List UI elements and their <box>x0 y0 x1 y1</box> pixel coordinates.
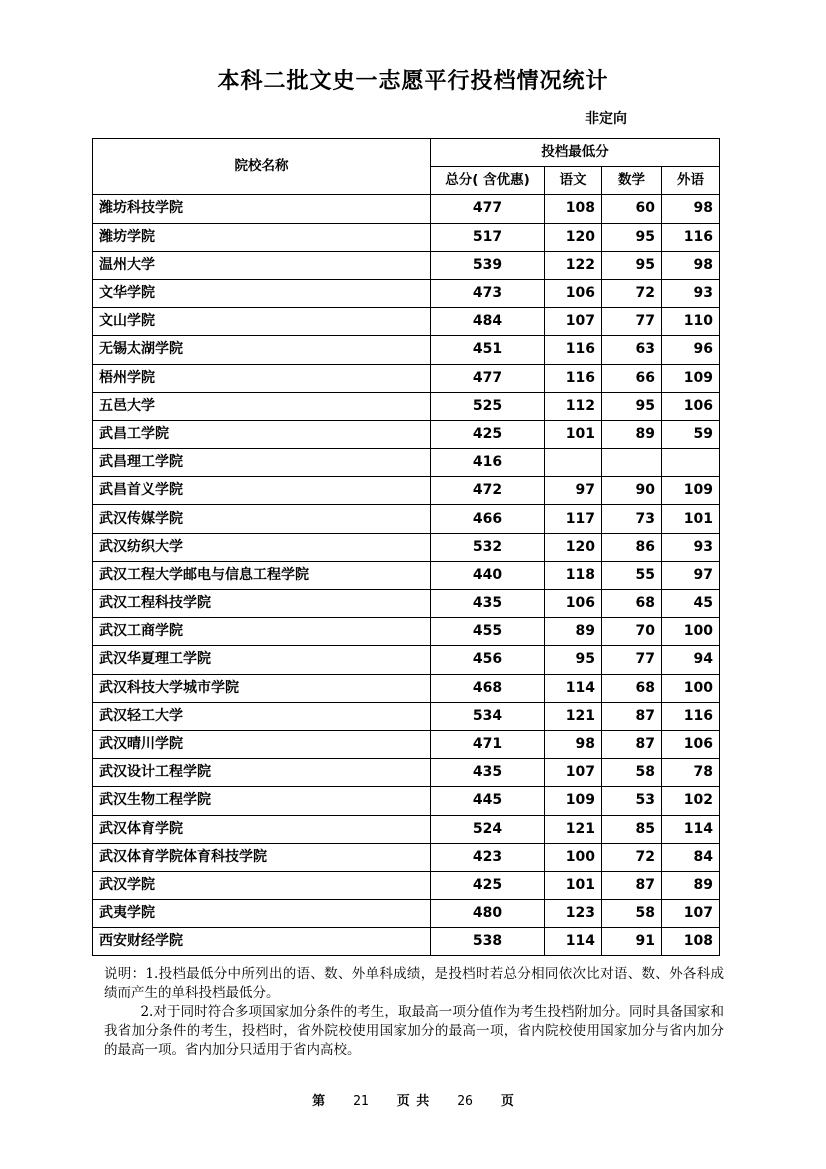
cell-school-name: 武汉体育学院 <box>93 815 431 843</box>
note-2: 2.对于同时符合多项国家加分条件的考生，取最高一项分值作为考生投档附加分。同时具备国家和我省加分条件的考生，投档时，省外院校使用国家加分的最高一项，省内院校使用国家加分与省内加分的最高一项。省内加分只适用于省内高校。 <box>104 1004 724 1058</box>
cell-school-name: 潍坊科技学院 <box>93 195 431 223</box>
cell-total: 466 <box>431 505 545 533</box>
cell-foreign: 93 <box>662 279 720 307</box>
footer-total-pages: 26 <box>457 1094 473 1109</box>
cell-foreign: 96 <box>662 336 720 364</box>
cell-school-name: 武汉科技大学城市学院 <box>93 674 431 702</box>
cell-total: 538 <box>431 928 545 956</box>
cell-chinese: 107 <box>545 759 602 787</box>
cell-school-name: 武汉工程大学邮电与信息工程学院 <box>93 561 431 589</box>
table-row <box>93 759 720 787</box>
table-row <box>93 420 720 448</box>
cell-total: 532 <box>431 533 545 561</box>
cell-foreign: 107 <box>662 900 720 928</box>
cell-chinese: 120 <box>545 223 602 251</box>
cell-school-name: 武汉晴川学院 <box>93 730 431 758</box>
header-min-score: 投档最低分 <box>431 139 720 167</box>
cell-total: 468 <box>431 674 545 702</box>
cell-chinese: 101 <box>545 420 602 448</box>
table-row <box>93 590 720 618</box>
header-school-name: 院校名称 <box>93 139 431 195</box>
cell-foreign: 106 <box>662 730 720 758</box>
cell-math: 95 <box>602 223 662 251</box>
cell-math: 87 <box>602 871 662 899</box>
cell-foreign: 108 <box>662 928 720 956</box>
cell-chinese: 116 <box>545 336 602 364</box>
cell-math <box>602 449 662 477</box>
cell-chinese: 116 <box>545 364 602 392</box>
cell-math: 55 <box>602 561 662 589</box>
cell-foreign: 101 <box>662 505 720 533</box>
cell-math: 91 <box>602 928 662 956</box>
cell-foreign: 78 <box>662 759 720 787</box>
header-total: 总分( 含优惠) <box>431 167 545 195</box>
table-row <box>93 843 720 871</box>
cell-total: 456 <box>431 646 545 674</box>
note-1: 说明：1.投档最低分中所列出的语、数、外单科成绩，是投档时若总分相同依次比对语、数、外各科成绩而产生的单科投档最低分。 <box>104 966 724 1001</box>
cell-school-name: 文华学院 <box>93 279 431 307</box>
cell-chinese: 121 <box>545 815 602 843</box>
cell-math: 53 <box>602 787 662 815</box>
cell-math: 66 <box>602 364 662 392</box>
table-row <box>93 928 720 956</box>
cell-math: 63 <box>602 336 662 364</box>
cell-school-name: 武汉学院 <box>93 871 431 899</box>
cell-foreign: 84 <box>662 843 720 871</box>
table-row <box>93 730 720 758</box>
cell-math: 58 <box>602 759 662 787</box>
cell-chinese: 100 <box>545 843 602 871</box>
cell-total: 517 <box>431 223 545 251</box>
cell-school-name: 武汉工商学院 <box>93 618 431 646</box>
cell-foreign: 45 <box>662 590 720 618</box>
footer-di: 第 <box>312 1094 326 1109</box>
cell-school-name: 文山学院 <box>93 308 431 336</box>
cell-school-name: 五邑大学 <box>93 392 431 420</box>
table-row <box>93 195 720 223</box>
cell-math: 90 <box>602 477 662 505</box>
page-footer <box>0 1090 826 1109</box>
cell-chinese: 121 <box>545 702 602 730</box>
table-row <box>93 561 720 589</box>
notes <box>104 965 724 1060</box>
cell-math: 60 <box>602 195 662 223</box>
cell-school-name: 温州大学 <box>93 251 431 279</box>
cell-foreign: 110 <box>662 308 720 336</box>
cell-total: 539 <box>431 251 545 279</box>
cell-total: 472 <box>431 477 545 505</box>
cell-chinese: 114 <box>545 674 602 702</box>
cell-total: 524 <box>431 815 545 843</box>
cell-chinese: 118 <box>545 561 602 589</box>
cell-chinese: 101 <box>545 871 602 899</box>
cell-foreign: 116 <box>662 223 720 251</box>
page-title: 本科二批文史一志愿平行投档情况统计 <box>217 68 609 94</box>
cell-total: 471 <box>431 730 545 758</box>
cell-chinese: 122 <box>545 251 602 279</box>
cell-total: 525 <box>431 392 545 420</box>
cell-foreign: 114 <box>662 815 720 843</box>
cell-math: 72 <box>602 843 662 871</box>
cell-school-name: 武昌工学院 <box>93 420 431 448</box>
cell-school-name: 武汉轻工大学 <box>93 702 431 730</box>
table-row <box>93 223 720 251</box>
cell-school-name: 潍坊学院 <box>93 223 431 251</box>
table-row <box>93 505 720 533</box>
cell-math: 72 <box>602 279 662 307</box>
cell-total: 477 <box>431 364 545 392</box>
cell-school-name: 西安财经学院 <box>93 928 431 956</box>
cell-math: 95 <box>602 392 662 420</box>
cell-chinese: 107 <box>545 308 602 336</box>
table-row <box>93 900 720 928</box>
cell-school-name: 武汉华夏理工学院 <box>93 646 431 674</box>
cell-chinese: 117 <box>545 505 602 533</box>
cell-chinese: 123 <box>545 900 602 928</box>
cell-foreign: 100 <box>662 618 720 646</box>
table-row <box>93 477 720 505</box>
cell-math: 68 <box>602 674 662 702</box>
cell-school-name: 无锡太湖学院 <box>93 336 431 364</box>
table-row <box>93 392 720 420</box>
cell-foreign: 106 <box>662 392 720 420</box>
cell-math: 85 <box>602 815 662 843</box>
table-row <box>93 618 720 646</box>
table-row <box>93 251 720 279</box>
cell-math: 86 <box>602 533 662 561</box>
table-row <box>93 646 720 674</box>
cell-chinese: 112 <box>545 392 602 420</box>
cell-math: 87 <box>602 730 662 758</box>
header-chinese: 语文 <box>545 167 602 195</box>
cell-foreign: 98 <box>662 251 720 279</box>
cell-school-name: 武汉设计工程学院 <box>93 759 431 787</box>
table-row <box>93 449 720 477</box>
cell-foreign: 100 <box>662 674 720 702</box>
cell-chinese: 89 <box>545 618 602 646</box>
cell-school-name: 武汉生物工程学院 <box>93 787 431 815</box>
cell-total: 534 <box>431 702 545 730</box>
cell-math: 68 <box>602 590 662 618</box>
cell-total: 435 <box>431 759 545 787</box>
cell-math: 77 <box>602 646 662 674</box>
cell-school-name: 武汉体育学院体育科技学院 <box>93 843 431 871</box>
header-foreign: 外语 <box>662 167 720 195</box>
cell-math: 58 <box>602 900 662 928</box>
cell-school-name: 梧州学院 <box>93 364 431 392</box>
cell-total: 435 <box>431 590 545 618</box>
cell-chinese: 97 <box>545 477 602 505</box>
cell-math: 70 <box>602 618 662 646</box>
cell-total: 440 <box>431 561 545 589</box>
cell-foreign: 116 <box>662 702 720 730</box>
cell-chinese: 109 <box>545 787 602 815</box>
cell-foreign: 89 <box>662 871 720 899</box>
cell-foreign <box>662 449 720 477</box>
footer-current-page: 21 <box>353 1094 369 1109</box>
table-row <box>93 364 720 392</box>
table-row <box>93 787 720 815</box>
table-row <box>93 702 720 730</box>
cell-chinese: 106 <box>545 279 602 307</box>
cell-total: 425 <box>431 871 545 899</box>
admission-table <box>92 138 720 956</box>
table-row <box>93 308 720 336</box>
cell-math: 89 <box>602 420 662 448</box>
cell-total: 477 <box>431 195 545 223</box>
cell-chinese: 98 <box>545 730 602 758</box>
cell-foreign: 102 <box>662 787 720 815</box>
table-row <box>93 533 720 561</box>
cell-total: 473 <box>431 279 545 307</box>
cell-chinese: 108 <box>545 195 602 223</box>
cell-school-name: 武汉传媒学院 <box>93 505 431 533</box>
cell-math: 87 <box>602 702 662 730</box>
cell-school-name: 武夷学院 <box>93 900 431 928</box>
cell-math: 73 <box>602 505 662 533</box>
footer-ye: 页 <box>500 1094 514 1109</box>
table-row <box>93 674 720 702</box>
cell-foreign: 59 <box>662 420 720 448</box>
table-body <box>93 195 720 956</box>
cell-total: 425 <box>431 420 545 448</box>
subtitle: 非定向 <box>585 111 627 127</box>
cell-chinese: 114 <box>545 928 602 956</box>
cell-total: 455 <box>431 618 545 646</box>
cell-school-name: 武昌理工学院 <box>93 449 431 477</box>
cell-school-name: 武昌首义学院 <box>93 477 431 505</box>
cell-foreign: 109 <box>662 364 720 392</box>
cell-foreign: 93 <box>662 533 720 561</box>
cell-chinese <box>545 449 602 477</box>
cell-total: 445 <box>431 787 545 815</box>
cell-foreign: 97 <box>662 561 720 589</box>
table-row <box>93 336 720 364</box>
footer-ye-gong: 页 共 <box>396 1094 430 1109</box>
cell-total: 480 <box>431 900 545 928</box>
cell-school-name: 武汉纺织大学 <box>93 533 431 561</box>
cell-chinese: 95 <box>545 646 602 674</box>
cell-foreign: 98 <box>662 195 720 223</box>
table-row <box>93 279 720 307</box>
cell-total: 484 <box>431 308 545 336</box>
cell-math: 95 <box>602 251 662 279</box>
cell-total: 423 <box>431 843 545 871</box>
header-math: 数学 <box>602 167 662 195</box>
cell-school-name: 武汉工程科技学院 <box>93 590 431 618</box>
table-row <box>93 871 720 899</box>
cell-total: 416 <box>431 449 545 477</box>
cell-foreign: 94 <box>662 646 720 674</box>
cell-total: 451 <box>431 336 545 364</box>
cell-chinese: 120 <box>545 533 602 561</box>
table-row <box>93 815 720 843</box>
cell-foreign: 109 <box>662 477 720 505</box>
cell-chinese: 106 <box>545 590 602 618</box>
cell-math: 77 <box>602 308 662 336</box>
